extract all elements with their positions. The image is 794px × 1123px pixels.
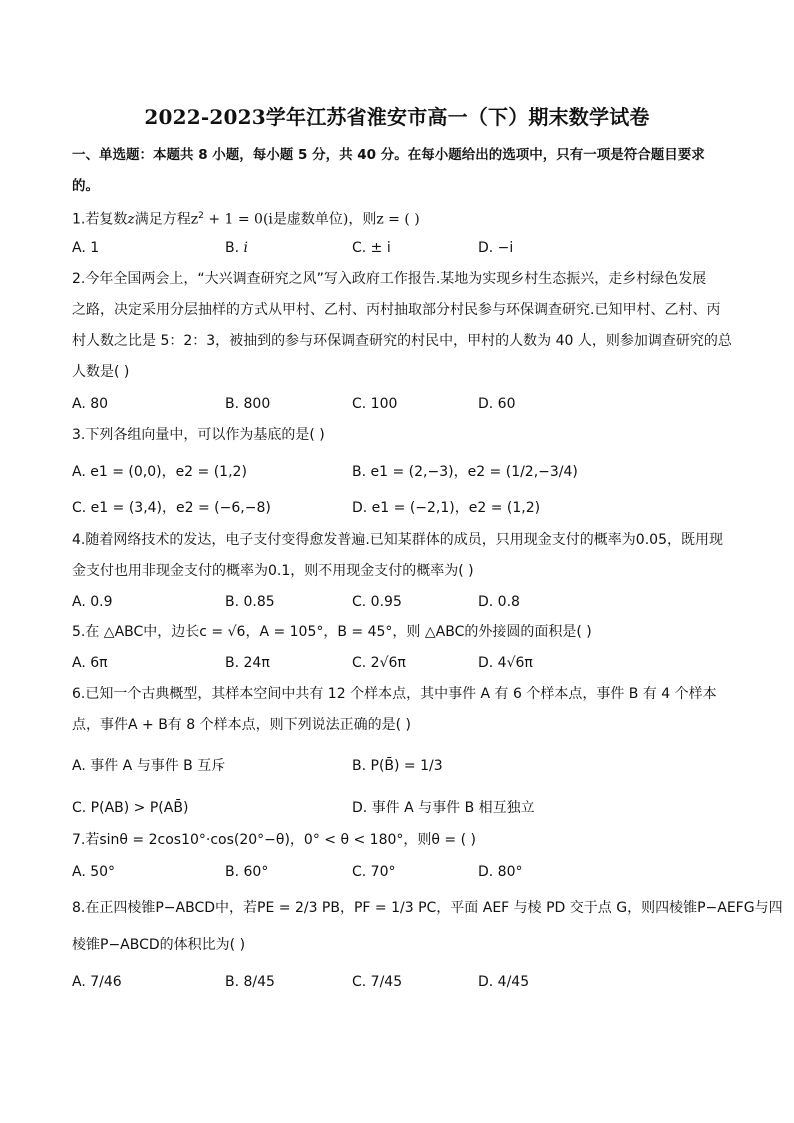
- question-5-option-d: D. 4√6π: [478, 655, 533, 671]
- question-2-option-c: C. 100: [352, 396, 398, 412]
- question-2-stem-line1: 2.今年全国两会上，“大兴调查研究之风”写入政府工作报告.某地为实现乡村生态振兴，走乡村绿色发展: [72, 271, 707, 287]
- question-1-option-d: D. −i: [478, 240, 514, 256]
- question-8-stem-line1: 8.在正四棱锥P−ABCD中，若PE = 2/3 PB，PF = 1/3 PC，平面 AEF 与棱 PD 交于点 G，则四棱锥P−AEFG与四: [72, 900, 783, 916]
- question-6-stem-line1: 6.已知一个古典概型，其样本空间中共有 12 个样本点，其中事件 A 有 6 个样本点，事件 B 有 4 个样本: [72, 686, 717, 702]
- question-2-stem-line3: 村人数之比是 5：2：3，被抽到的参与环保调查研究的村民中，甲村的人数为 40 人，则参加调查研究的总: [72, 333, 732, 349]
- question-1-option-b: B. i: [225, 240, 248, 256]
- question-2-option-d: D. 60: [478, 396, 516, 412]
- question-4-option-c: C. 0.95: [352, 594, 402, 610]
- question-8-option-b: B. 8/45: [225, 974, 275, 990]
- question-5-option-b: B. 24π: [225, 655, 270, 671]
- question-4-option-d: D. 0.8: [478, 594, 520, 610]
- question-2-option-b: B. 800: [225, 396, 271, 412]
- question-8-option-c: C. 7/45: [352, 974, 403, 990]
- question-6-option-c: C. P(AB) > P(AB̄): [72, 800, 189, 816]
- question-3-stem: 3.下列各组向量中，可以作为基底的是( ): [72, 427, 325, 443]
- question-7-option-b: B. 60°: [225, 864, 269, 880]
- question-3-option-a: A. e1 = (0,0)，e2 = (1,2): [72, 464, 247, 480]
- question-2-stem-line2: 之路，决定采用分层抽样的方式从甲村、乙村、丙村抽取部分村民参与环保调查研究.已知甲村、乙村、丙: [72, 302, 721, 318]
- question-5-option-c: C. 2√6π: [352, 655, 406, 671]
- question-6-option-a: A. 事件 A 与事件 B 互斥: [72, 758, 226, 774]
- question-7-option-c: C. 70°: [352, 864, 396, 880]
- question-8-stem-line2: 棱锥P−ABCD的体积比为( ): [72, 937, 246, 953]
- question-1-option-a: A. 1: [72, 240, 100, 256]
- question-4-stem-line2: 金支付也用非现金支付的概率为0.1，则不用现金支付的概率为( ): [72, 563, 474, 579]
- question-6-option-d: D. 事件 A 与事件 B 相互独立: [352, 800, 535, 816]
- question-2-option-a: A. 80: [72, 396, 109, 412]
- question-4-option-a: A. 0.9: [72, 594, 113, 610]
- question-3-option-b: B. e1 = (2,−3)，e2 = (1/2,−3/4): [352, 464, 578, 480]
- question-8-option-a: A. 7/46: [72, 974, 122, 990]
- section-heading: 一、单选题：本题共 8 小题，每小题 5 分，共 40 分。在每小题给出的选项中，只有一项是符合题目要求: [72, 147, 705, 163]
- question-6-stem-line2: 点，事件A + B有 8 个样本点，则下列说法正确的是( ): [72, 717, 411, 733]
- question-8-option-d: D. 4/45: [478, 974, 530, 990]
- question-7-option-d: D. 80°: [478, 864, 523, 880]
- question-3-option-c: C. e1 = (3,4)，e2 = (−6,−8): [72, 500, 271, 516]
- question-4-option-b: B. 0.85: [225, 594, 275, 610]
- question-1-option-c: C. ± i: [352, 240, 391, 256]
- question-5-option-a: A. 6π: [72, 655, 108, 671]
- question-1-stem: 1.若复数z满足方程$z^2 + 1 = 0(i$是虚数单位)，则z = ( ): [72, 211, 420, 228]
- question-5-stem: 5.在 △ABC中，边长c = √6，A = 105°，B = 45°，则 △ABC的外接圆的面积是( ): [72, 624, 592, 640]
- section-heading-cont: 的。: [72, 178, 99, 194]
- question-7-stem: 7.若sinθ = 2cos10°·cos(20°−θ)，0° < θ < 180°，则θ = ( ): [72, 832, 476, 848]
- question-4-stem-line1: 4.随着网络技术的发达，电子支付变得愈发普遍.已知某群体的成员，只用现金支付的概率为0.05，既用现: [72, 532, 723, 548]
- question-2-stem-line4: 人数是( ): [72, 364, 130, 380]
- question-3-option-d: D. e1 = (−2,1)，e2 = (1,2): [352, 500, 541, 516]
- page-title: 2022-2023学年江苏省淮安市高一（下）期末数学试卷: [144, 105, 650, 129]
- question-7-option-a: A. 50°: [72, 864, 116, 880]
- question-6-option-b: B. P(B̄) = 1/3: [352, 758, 443, 774]
